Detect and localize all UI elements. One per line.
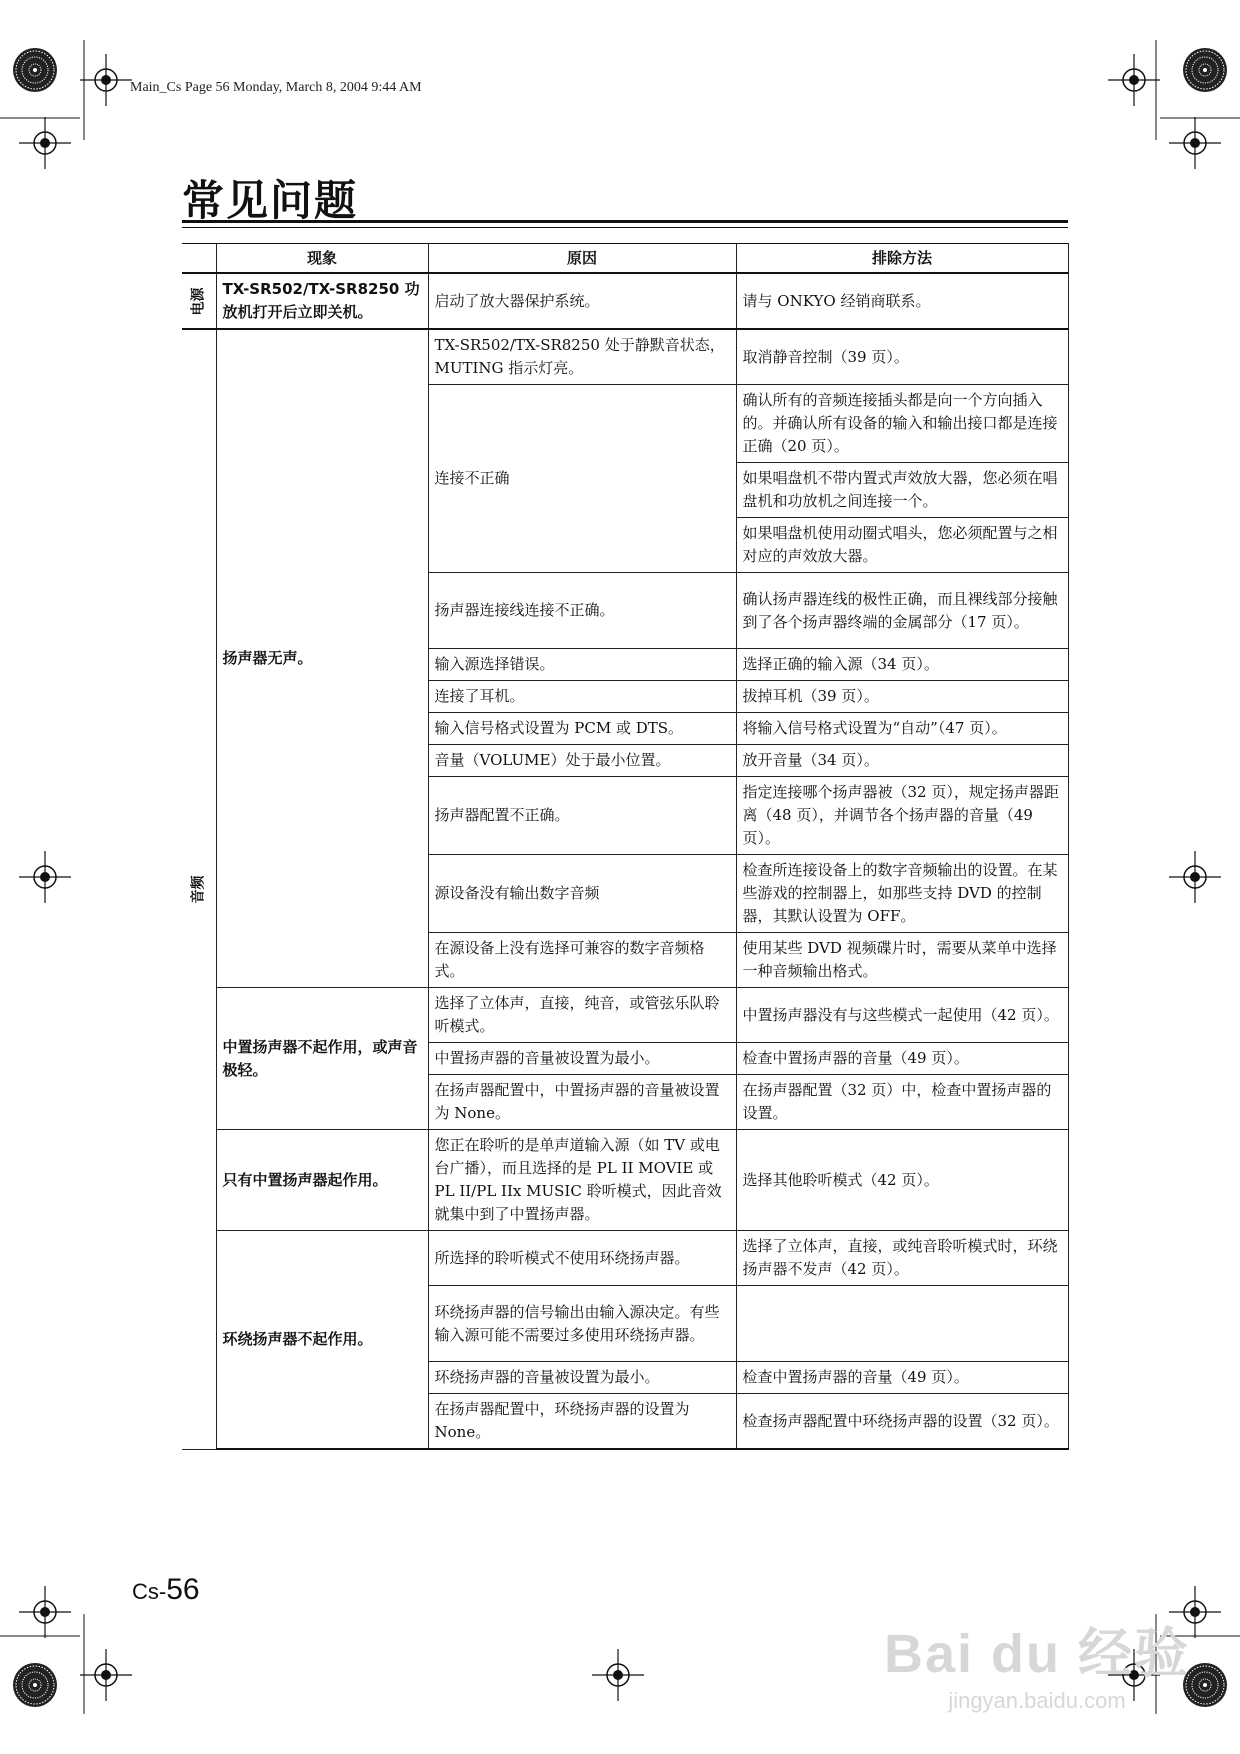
- remedy-cell: 取消静音控制（39 页）。: [736, 329, 1068, 385]
- header-symptom: 现象: [216, 244, 428, 274]
- troubleshooting-table: [182, 243, 1069, 1450]
- remedy-cell: 如果唱盘机不带内置式声效放大器，您必须在唱盘机和功放机之间连接一个。: [736, 463, 1068, 518]
- page-number-prefix: Cs-: [132, 1579, 167, 1604]
- remedy-cell: 检查中置扬声器的音量（49 页）。: [736, 1043, 1068, 1075]
- cause-cell: TX-SR502/TX-SR8250 处于静默音状态，MUTING 指示灯亮。: [428, 329, 736, 385]
- table-row: [182, 273, 1068, 329]
- cause-cell: 扬声器配置不正确。: [428, 777, 736, 855]
- cause-cell: 选择了立体声，直接，纯音，或管弦乐队聆听模式。: [428, 988, 736, 1043]
- remedy-cell: 确认所有的音频连接插头都是向一个方向插入的。并确认所有设备的输入和输出接口都是连接正确（20 页）。: [736, 385, 1068, 463]
- cause-cell: 所选择的聆听模式不使用环绕扬声器。: [428, 1231, 736, 1286]
- cause-cell: 输入信号格式设置为 PCM 或 DTS。: [428, 713, 736, 745]
- remedy-cell: 选择了立体声，直接，或纯音聆听模式时，环绕扬声器不发声（42 页）。: [736, 1231, 1068, 1286]
- page-number-value: 56: [166, 1573, 200, 1606]
- symptom-cell: 扬声器无声。: [216, 329, 428, 988]
- cause-cell: 在扬声器配置中，中置扬声器的音量被设置为 None。: [428, 1075, 736, 1130]
- watermark-url: jingyan.baidu.com: [948, 1688, 1126, 1713]
- remedy-cell: 确认扬声器连线的极性正确，而且裸线部分接触到了各个扬声器终端的金属部分（17 页）。: [736, 573, 1068, 649]
- table-row: [182, 329, 1068, 385]
- remedy-cell: 拔掉耳机（39 页）。: [736, 681, 1068, 713]
- remedy-cell: [736, 1286, 1068, 1362]
- cause-cell: 扬声器连接线连接不正确。: [428, 573, 736, 649]
- remedy-cell: 放开音量（34 页）。: [736, 745, 1068, 777]
- category-power: 电源: [182, 273, 216, 329]
- cause-cell: 中置扬声器的音量被设置为最小。: [428, 1043, 736, 1075]
- remedy-cell: 检查中置扬声器的音量（49 页）。: [736, 1362, 1068, 1394]
- print-slug: Main_Cs Page 56 Monday, March 8, 2004 9:44 AM: [130, 80, 422, 95]
- remedy-cell: 在扬声器配置（32 页）中，检查中置扬声器的设置。: [736, 1075, 1068, 1130]
- remedy-cell: 指定连接哪个扬声器被（32 页），规定扬声器距离（48 页），并调节各个扬声器的音量（49 页）。: [736, 777, 1068, 855]
- remedy-cell: 选择其他聆听模式（42 页）。: [736, 1130, 1068, 1231]
- table-row: [182, 1130, 1068, 1231]
- category-audio: 音频: [182, 329, 216, 1449]
- remedy-cell: 中置扬声器没有与这些模式一起使用（42 页）。: [736, 988, 1068, 1043]
- title-rule-thick: [182, 220, 1068, 223]
- cause-cell: 在扬声器配置中，环绕扬声器的设置为 None。: [428, 1394, 736, 1450]
- table-row: [182, 1231, 1068, 1286]
- header-cause: 原因: [428, 244, 736, 274]
- title-rule-thin: [182, 227, 1068, 228]
- cause-cell: 源设备没有输出数字音频: [428, 855, 736, 933]
- cause-cell: 您正在聆听的是单声道输入源（如 TV 或电台广播），而且选择的是 PL II MOVIE 或 PL II/PL IIx MUSIC 聆听模式，因此音效就集中到了中置扬声器。: [428, 1130, 736, 1231]
- cause-cell: 连接不正确: [428, 385, 736, 573]
- symptom-cell: 只有中置扬声器起作用。: [216, 1130, 428, 1231]
- symptom-cell: TX-SR502/TX-SR8250 功放机打开后立即关机。: [216, 273, 428, 329]
- remedy-cell: 检查扬声器配置中环绕扬声器的设置（32 页）。: [736, 1394, 1068, 1450]
- watermark-brand: Bai du 经验: [883, 1624, 1190, 1684]
- remedy-cell: 检查所连接设备上的数字音频输出的设置。在某些游戏的控制器上，如那些支持 DVD 的控制器，其默认设置为 OFF。: [736, 855, 1068, 933]
- cause-cell: 连接了耳机。: [428, 681, 736, 713]
- header-blank: [182, 244, 216, 274]
- header-remedy: 排除方法: [736, 244, 1068, 274]
- page-number: [132, 1573, 200, 1607]
- page-title: 常见问题: [182, 176, 359, 225]
- remedy-cell: 选择正确的输入源（34 页）。: [736, 649, 1068, 681]
- symptom-cell: 环绕扬声器不起作用。: [216, 1231, 428, 1450]
- watermark: [884, 1611, 1190, 1714]
- table-header-row: [182, 244, 1068, 274]
- symptom-cell: 中置扬声器不起作用，或声音极轻。: [216, 988, 428, 1130]
- remedy-cell: 将输入信号格式设置为“自动”（47 页）。: [736, 713, 1068, 745]
- cause-cell: 启动了放大器保护系统。: [428, 273, 736, 329]
- cause-cell: 在源设备上没有选择可兼容的数字音频格式。: [428, 933, 736, 988]
- table-row: [182, 988, 1068, 1043]
- remedy-cell: 如果唱盘机使用动圈式唱头，您必须配置与之相对应的声效放大器。: [736, 518, 1068, 573]
- cause-cell: 音量（VOLUME）处于最小位置。: [428, 745, 736, 777]
- cause-cell: 输入源选择错误。: [428, 649, 736, 681]
- remedy-cell: 请与 ONKYO 经销商联系。: [736, 273, 1068, 329]
- cause-cell: 环绕扬声器的音量被设置为最小。: [428, 1362, 736, 1394]
- cause-cell: 环绕扬声器的信号输出由输入源决定。有些输入源可能不需要过多使用环绕扬声器。: [428, 1286, 736, 1362]
- remedy-cell: 使用某些 DVD 视频碟片时，需要从菜单中选择一种音频输出格式。: [736, 933, 1068, 988]
